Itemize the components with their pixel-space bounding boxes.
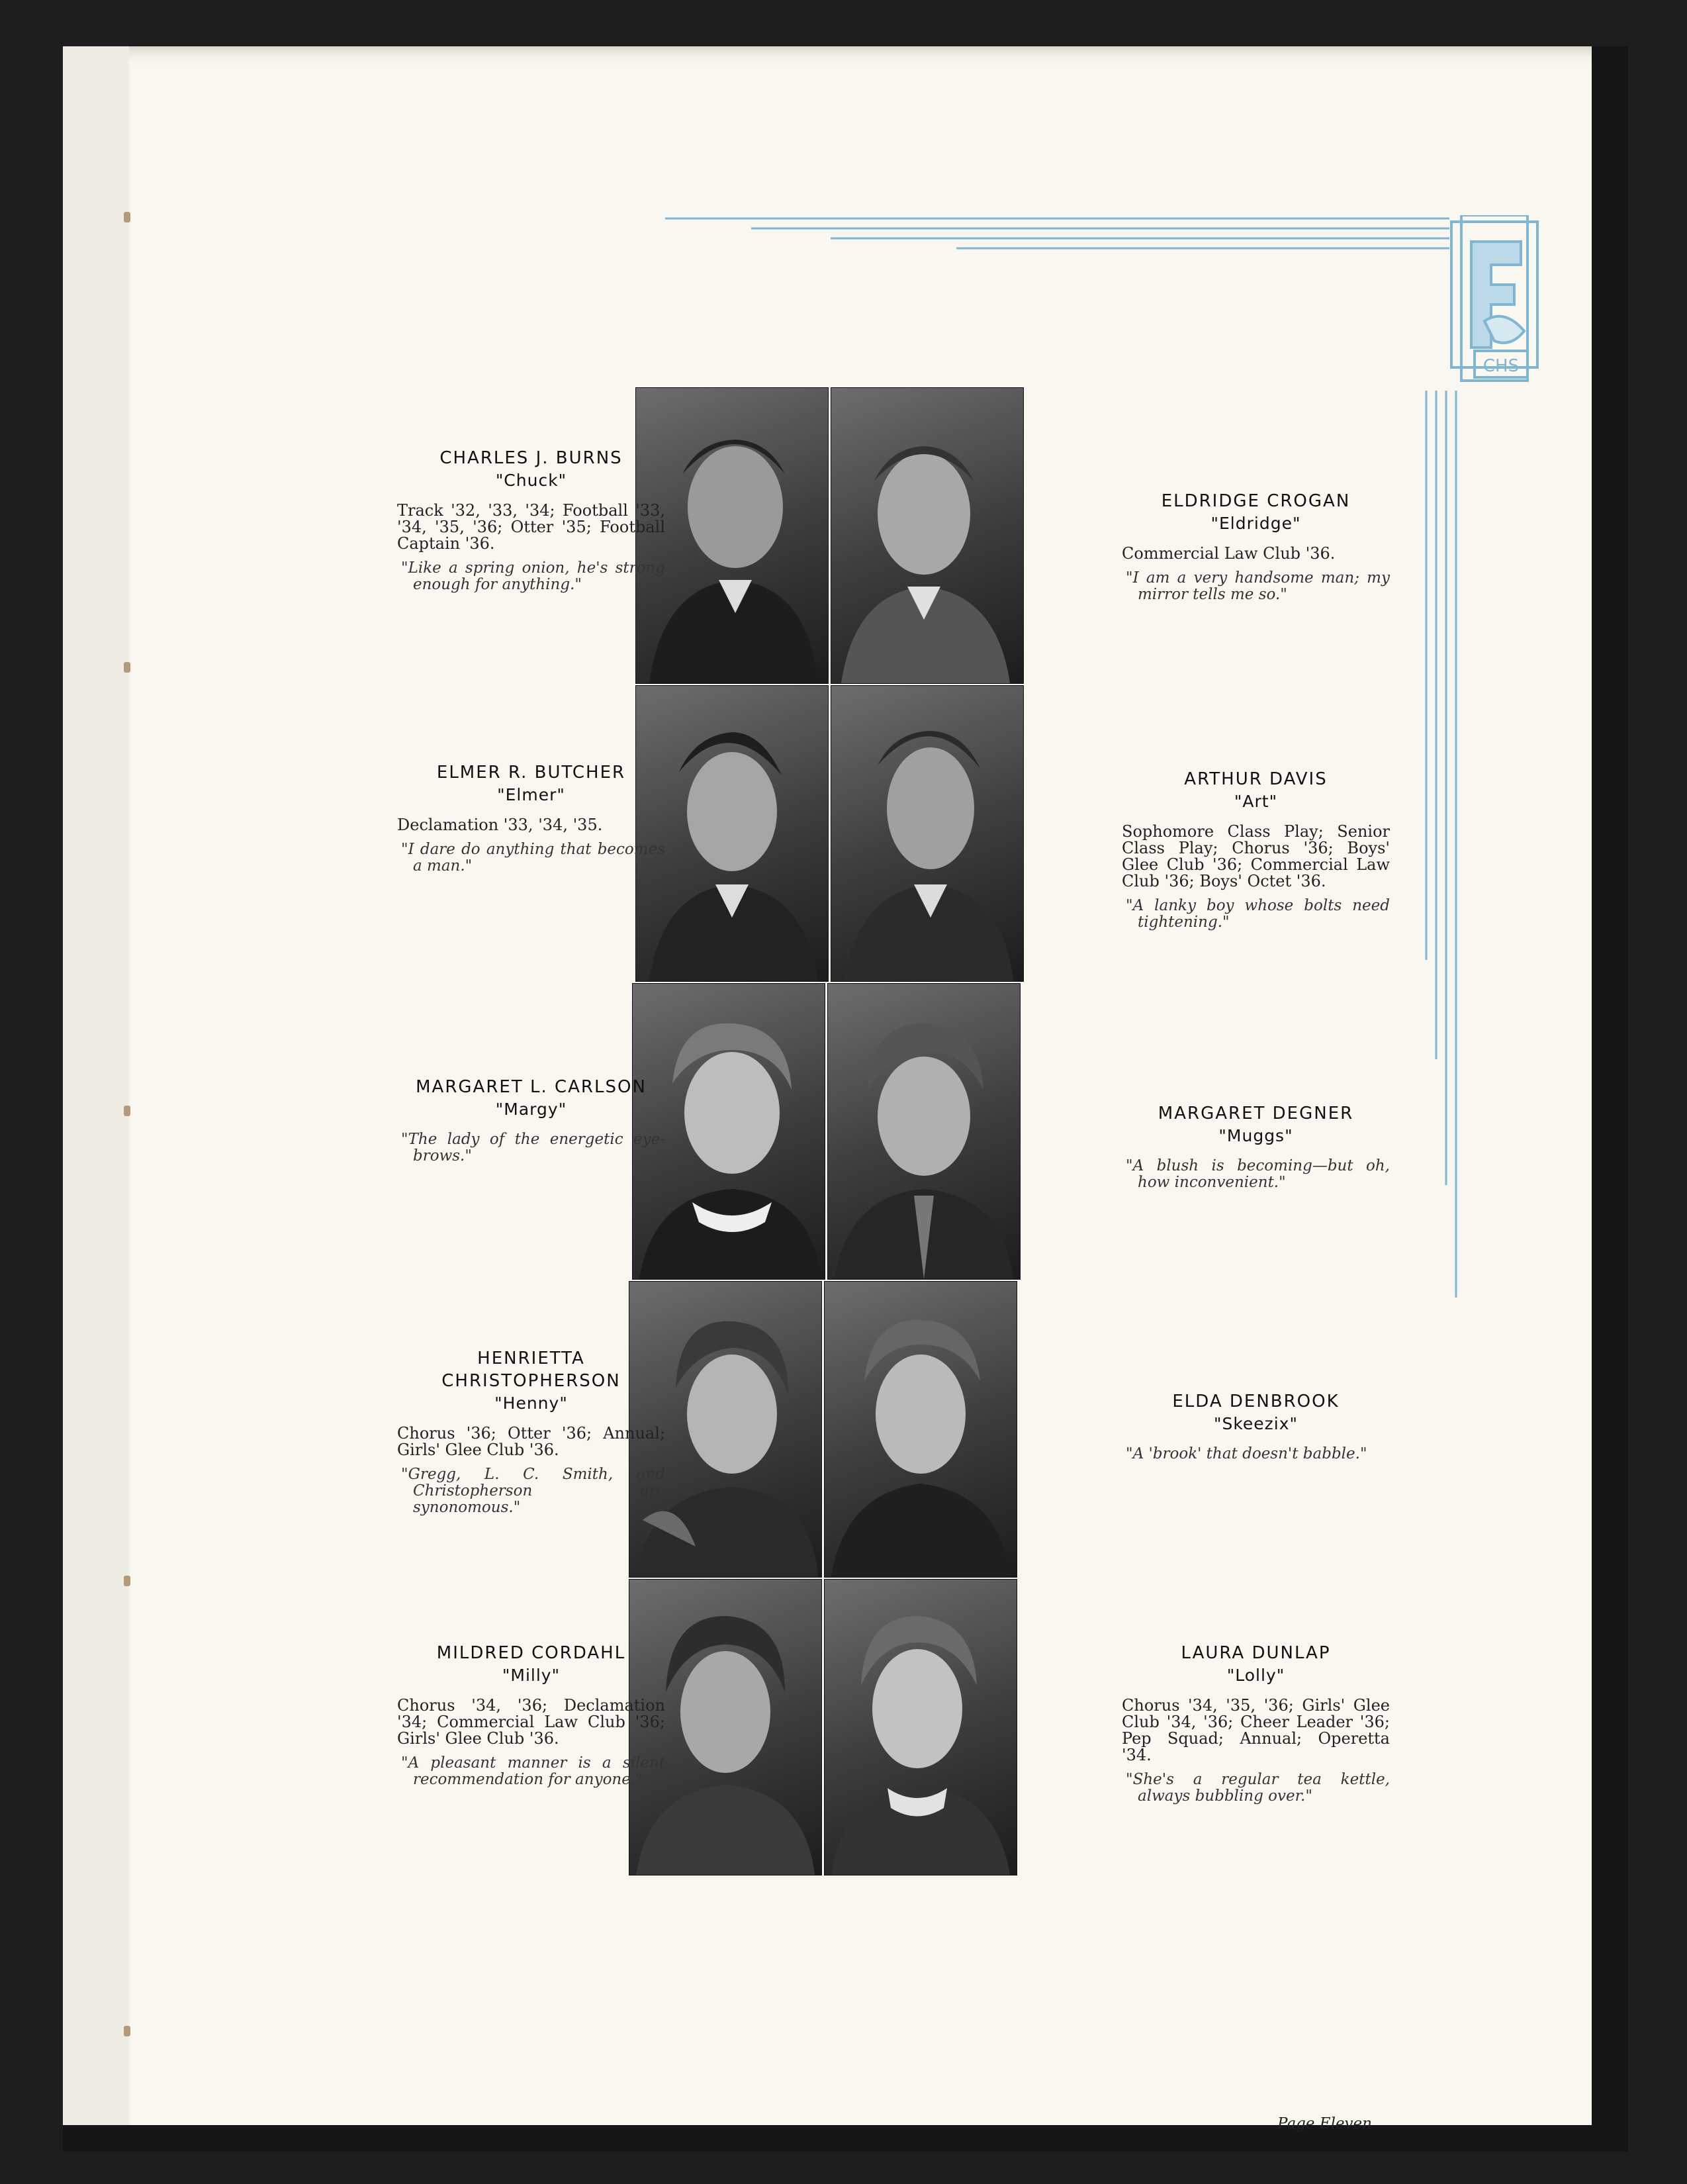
student-nickname: "Milly" (502, 1666, 561, 1685)
student-activities: Chorus '34, '36; Declamation '34; Commercial Law Club '36; Girls' Glee Club '36. (397, 1696, 665, 1748)
student-nickname: "Lolly" (1226, 1666, 1285, 1685)
student-quote: "She's a regular tea kettle, always bubbling over." (1126, 1771, 1390, 1805)
student-name: MILDRED CORDAHL (436, 1643, 626, 1663)
student-photo (824, 1579, 1017, 1875)
student-quote: "A lanky boy whose bolts need tightening." (1126, 897, 1390, 931)
student-activities: Sophomore Class Play; Senior Class Play; Chorus '36; Boys' Glee Club '36; Commercial Law Club '36; Boys' Octet '36. (1122, 822, 1390, 890)
student-quote: "Like a spring onion, he's strong enough for anything." (401, 559, 665, 593)
emblem-monogram: CHS (1482, 356, 1520, 376)
student-nickname: "Elmer" (497, 785, 565, 804)
student-activities: Chorus '34, '35, '36; Girls' Glee Club '34, '36; Cheer Leader '36; Pep Squad; Annual; Operetta '34. (1122, 1696, 1390, 1764)
student-quote: "The lady of the energetic eye-brows." (401, 1131, 665, 1164)
student-activities: Declamation '33, '34, '35. (397, 816, 603, 834)
school-emblem-logo (1445, 215, 1544, 434)
student-quote: "A blush is becoming—but oh, how inconvenient." (1126, 1157, 1390, 1191)
page-number: Page Eleven (1277, 2115, 1372, 2132)
student-name: ELDRIDGE CROGAN (1161, 491, 1351, 511)
student-photo (827, 983, 1021, 1280)
binding-stitch (124, 2026, 130, 2036)
student-name: HENRIETTA CHRISTOPHERSON (441, 1349, 621, 1391)
student-nickname: "Chuck" (495, 471, 567, 490)
student-quote: "I am a very handsome man; my mirror tells me so." (1126, 569, 1390, 603)
student-entry (397, 1076, 665, 1164)
yearbook-page (63, 46, 1628, 2152)
student-entry (1122, 490, 1390, 603)
student-name: CHARLES J. BURNS (439, 448, 623, 468)
student-entry (397, 1642, 665, 1788)
student-activities: Commercial Law Club '36. (1122, 544, 1336, 563)
student-name: ARTHUR DAVIS (1184, 769, 1328, 789)
student-photo (831, 387, 1024, 684)
student-name: ELDA DENBROOK (1172, 1392, 1340, 1411)
student-entry (397, 1347, 665, 1516)
student-activities: Chorus '36; Otter '36; Annual; Girls' Glee Club '36. (397, 1424, 665, 1459)
student-name: MARGARET L. CARLSON (416, 1077, 647, 1097)
student-activities: Track '32, '33, '34; Football '33, '34, '35, '36; Otter '35; Football Captain '36. (397, 501, 665, 553)
student-name: ELMER R. BUTCHER (436, 763, 626, 783)
student-photo (824, 1281, 1017, 1578)
student-photo (831, 685, 1024, 982)
student-nickname: "Eldridge" (1210, 514, 1301, 533)
student-nickname: "Margy" (495, 1100, 567, 1119)
student-nickname: "Skeezix" (1213, 1414, 1299, 1433)
student-nickname: "Art" (1234, 792, 1278, 811)
student-entry (397, 761, 665, 875)
student-entry (397, 447, 665, 593)
student-nickname: "Henny" (494, 1394, 568, 1413)
cover-edge-bottom (63, 2125, 1628, 2152)
student-entry (1122, 1102, 1390, 1191)
student-quote: "Gregg, L. C. Smith, and Christopherson are synonomous." (401, 1466, 665, 1516)
student-name: MARGARET DEGNER (1158, 1104, 1354, 1123)
student-quote: "I dare do anything that becomes a man." (401, 841, 665, 875)
student-entry (1122, 768, 1390, 931)
student-entry (1122, 1642, 1390, 1805)
student-quote: "A 'brook' that doesn't babble." (1126, 1445, 1367, 1462)
binding-stitch (124, 1576, 130, 1586)
student-name: LAURA DUNLAP (1181, 1643, 1331, 1663)
student-quote: "A pleasant manner is a silent recommendation for anyone." (401, 1754, 665, 1788)
student-entry (1122, 1390, 1390, 1462)
student-nickname: "Muggs" (1218, 1126, 1293, 1145)
